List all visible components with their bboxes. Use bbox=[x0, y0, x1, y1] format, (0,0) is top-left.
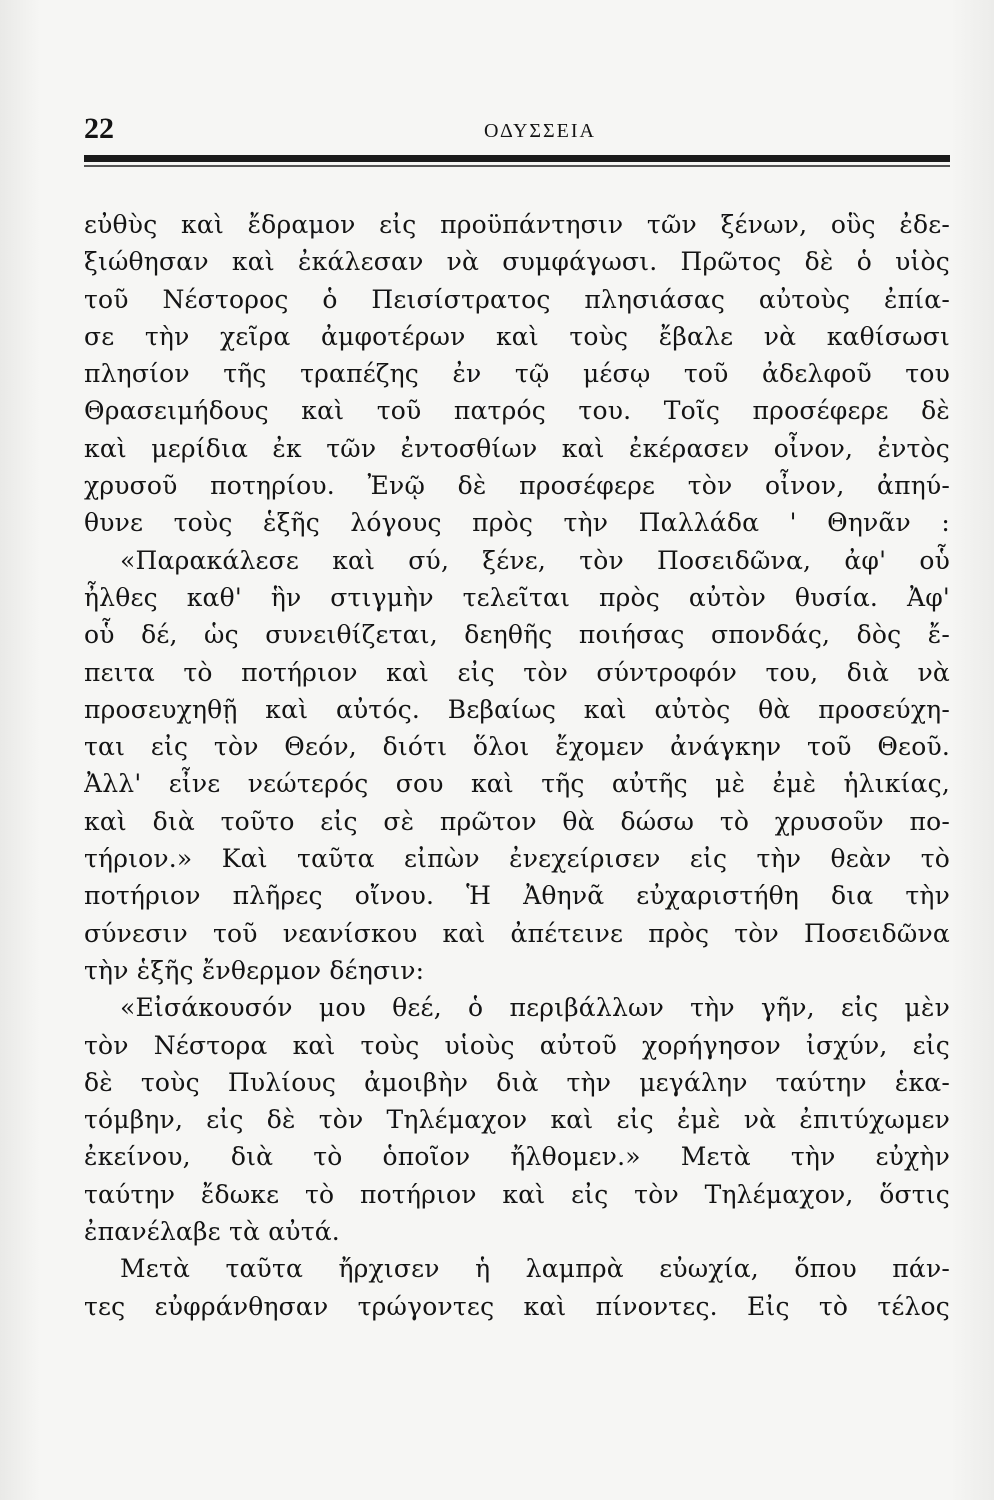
text-line bbox=[84, 728, 950, 765]
text-line-content: τοῦ Νέστορος ὁ Πεισίστρατος πλησιάσας αὐτοὺς ἐπία- bbox=[84, 284, 950, 314]
text-line bbox=[84, 542, 950, 579]
text-line-content: ἐκείνου, διὰ τὸ ὁποῖον ἤλθομεν.» Μετὰ τὴν εὐχὴν bbox=[84, 1142, 950, 1172]
text-line bbox=[84, 281, 950, 318]
text-line-content: τήριον.» Καὶ ταῦτα εἰπὼν ἐνεχείρισεν εἰς τὴν θεὰν τὸ bbox=[84, 844, 950, 874]
page-number: 22 bbox=[84, 112, 114, 145]
text-line bbox=[84, 803, 950, 840]
text-line-content: τόμβην, εἰς δὲ τὸν Τηλέμαχον καὶ εἰς ἐμὲ νὰ ἐπιτύχωμεν bbox=[84, 1105, 950, 1135]
text-line-content: πλησίον τῆς τραπέζης ἐν τῷ μέσῳ τοῦ ἀδελφοῦ του bbox=[84, 359, 950, 389]
text-line-content: τὸν Νέστορα καὶ τοὺς υἱοὺς αὐτοῦ χορήγησον ἰσχύν, εἰς bbox=[84, 1030, 950, 1060]
text-line-content: χρυσοῦ ποτηρίου. Ἐνῷ δὲ προσέφερε τὸν οἶνον, ἀπηύ- bbox=[84, 471, 950, 501]
text-line-content: δὲ τοὺς Πυλίους ἀμοιβὴν διὰ τὴν μεγάλην ταύτην ἑκα- bbox=[84, 1067, 950, 1097]
text-line-content: θυνε τοὺς ἑξῆς λόγους πρὸς τὴν Παλλάδα ' Θηνᾶν : bbox=[84, 508, 950, 538]
text-line bbox=[84, 1250, 950, 1287]
text-line-content: ποτήριον πλῆρες οἴνου. Ἡ Ἀθηνᾶ εὐχαριστήθη δια τὴν bbox=[84, 881, 950, 911]
text-line-content: ξιώθησαν καὶ ἐκάλεσαν νὰ συμφάγωσι. Πρῶτος δὲ ὁ υἱὸς bbox=[84, 247, 950, 277]
text-line-content: σύνεσιν τοῦ νεανίσκου καὶ ἀπέτεινε πρὸς τὸν Ποσειδῶνα bbox=[84, 918, 950, 948]
text-line bbox=[84, 1138, 950, 1175]
header-rule bbox=[84, 155, 950, 169]
text-line bbox=[84, 243, 950, 280]
text-line bbox=[84, 1176, 950, 1213]
running-head: ΟΔΥΣΣΕΙΑ bbox=[484, 120, 596, 142]
text-line bbox=[84, 952, 950, 989]
text-line bbox=[84, 1288, 950, 1325]
page-header bbox=[84, 112, 946, 152]
text-line-content: καὶ μερίδια ἐκ τῶν ἐντοσθίων καὶ ἐκέρασεν οἶνον, ἐντὸς bbox=[84, 433, 950, 463]
text-line bbox=[84, 989, 950, 1026]
text-line bbox=[84, 877, 950, 914]
text-line bbox=[84, 318, 950, 355]
text-line bbox=[84, 504, 950, 541]
text-line-content: σε τὴν χεῖρα ἀμφοτέρων καὶ τοὺς ἔβαλε νὰ καθίσωσι bbox=[84, 321, 950, 351]
text-line-content: Μετὰ ταῦτα ἤρχισεν ἡ λαμπρὰ εὐωχία, ὅπου πάν- bbox=[120, 1254, 950, 1284]
text-line bbox=[84, 1064, 950, 1101]
text-line-content: «Παρακάλεσε καὶ σύ, ξένε, τὸν Ποσειδῶνα, ἀφ' οὗ bbox=[120, 545, 950, 575]
text-line bbox=[84, 616, 950, 653]
text-line-content: καὶ διὰ τοῦτο εἰς σὲ πρῶτον θὰ δώσω τὸ χρυσοῦν πο- bbox=[84, 806, 950, 836]
text-line bbox=[84, 467, 950, 504]
text-line bbox=[84, 654, 950, 691]
text-line-content: ἐπανέλαβε τὰ αὐτά. bbox=[84, 1217, 340, 1247]
text-line bbox=[84, 355, 950, 392]
text-line bbox=[84, 765, 950, 802]
text-line-content: ται εἰς τὸν Θεόν, διότι ὅλοι ἔχομεν ἀνάγκην τοῦ Θεοῦ. bbox=[84, 732, 950, 762]
header-rule-thin bbox=[84, 165, 950, 167]
text-line bbox=[84, 691, 950, 728]
header-rule-thick bbox=[84, 155, 950, 162]
body-text bbox=[84, 206, 950, 1325]
text-line bbox=[84, 392, 950, 429]
text-line bbox=[84, 579, 950, 616]
text-line-content: εὐθὺς καὶ ἔδραμον εἰς προϋπάντησιν τῶν ξένων, οὓς ἐδε- bbox=[84, 210, 950, 239]
text-line bbox=[84, 1213, 950, 1250]
text-line-content: ταύτην ἔδωκε τὸ ποτήριον καὶ εἰς τὸν Τηλέμαχον, ὅστις bbox=[84, 1179, 950, 1209]
text-line bbox=[84, 840, 950, 877]
text-line-content: προσευχηθῇ καὶ αὐτός. Βεβαίως καὶ αὐτὸς θὰ προσεύχη- bbox=[84, 694, 950, 724]
text-line-content: «Εἰσάκουσόν μου θεέ, ὁ περιβάλλων τὴν γῆν, εἰς μὲν bbox=[120, 993, 950, 1023]
text-line-content: πειτα τὸ ποτήριον καὶ εἰς τὸν σύντροφόν του, διὰ νὰ bbox=[84, 657, 950, 687]
text-line-content: Ἀλλ' εἶνε νεώτερός σου καὶ τῆς αὐτῆς μὲ ἐμὲ ἡλικίας, bbox=[84, 769, 950, 799]
text-line-content: οὗ δέ, ὡς συνειθίζεται, δεηθῆς ποιήσας σπονδάς, δὸς ἔ- bbox=[84, 620, 950, 650]
text-line bbox=[84, 430, 950, 467]
text-line bbox=[84, 915, 950, 952]
text-line-content: τες εὐφράνθησαν τρώγοντες καὶ πίνοντες. Εἰς τὸ τέλος bbox=[84, 1291, 950, 1321]
text-line bbox=[84, 1027, 950, 1064]
text-line bbox=[84, 206, 950, 243]
text-line-content: Θρασειμήδους καὶ τοῦ πατρός του. Τοῖς προσέφερε δὲ bbox=[84, 396, 950, 426]
text-line-content: τὴν ἑξῆς ἔνθερμον δέησιν: bbox=[84, 955, 425, 985]
text-line bbox=[84, 1101, 950, 1138]
text-line-content: ἦλθες καθ' ἣν στιγμὴν τελεῖται πρὸς αὐτὸν θυσία. Ἀφ' bbox=[84, 582, 950, 612]
